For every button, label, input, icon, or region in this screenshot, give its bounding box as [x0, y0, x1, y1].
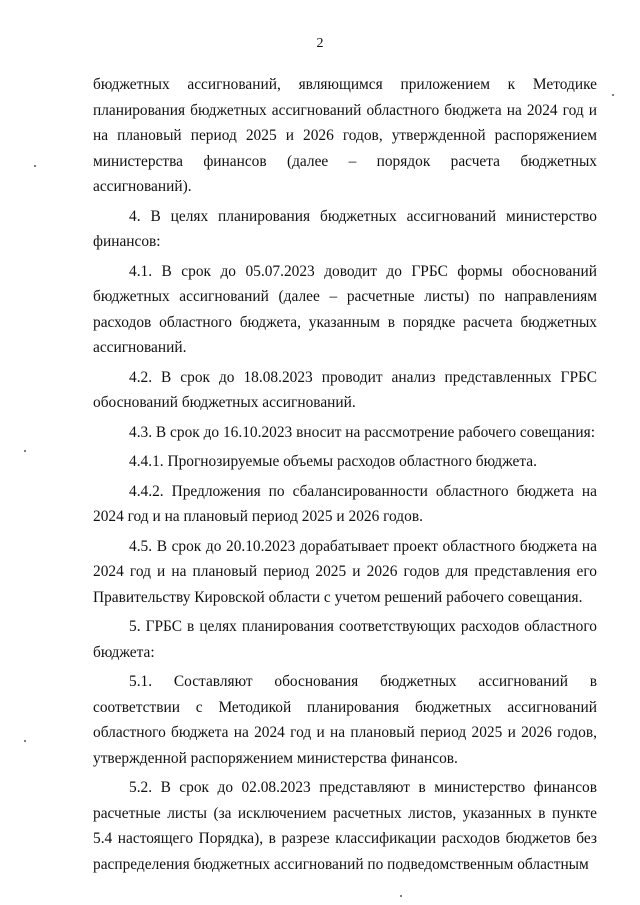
paragraph-5-2: 5.2. В срок до 02.08.2023 представляют в министерство финансов расчетные листы (за исключением расчетных листов, указанных в пункте 5.4 настоящего Порядка), в разрезе классификации расходов бюджетов без распределения бюджетных ассигнований по подведомственным областным	[93, 779, 597, 873]
paragraph-4-4-2: 4.4.2. Предложения по сбалансированности областного бюджета на 2024 год и на плановый период 2025 и 2026 годов.	[93, 482, 597, 525]
paragraph-4-1: 4.1. В срок до 05.07.2023 доводит до ГРБС формы обоснований бюджетных ассигнований (далее – расчетные листы) по направлениям расходов областного бюджета, указанным в порядке расчета бюджетных ассигнований.	[93, 262, 597, 356]
scan-speck	[34, 165, 36, 167]
paragraph-5-1: 5.1. Составляют обоснования бюджетных ассигнований в соответствии с Методикой планирования бюджетных ассигнований областного бюджета на 2024 год и на плановый период 2025 и 2026 годов, утвержденной распоряжением министерства финансов.	[93, 673, 597, 767]
paragraph-4-2: 4.2. В срок до 18.08.2023 проводит анализ представленных ГРБС обоснований бюджетных ассигнований.	[93, 368, 597, 411]
document-body	[93, 72, 597, 881]
page-number: 2	[316, 36, 324, 51]
paragraph-4: 4. В целях планирования бюджетных ассигнований министерство финансов:	[93, 207, 597, 250]
paragraph-4-3: 4.3. В срок до 16.10.2023 вносит на рассмотрение рабочего совещания:	[129, 423, 595, 441]
scan-speck	[24, 450, 26, 452]
scan-speck	[400, 895, 402, 897]
paragraph-continuation: бюджетных ассигнований, являющимся приложением к Методике планирования бюджетных ассигнований областного бюджета на 2024 год и на плановый период 2025 и 2026 годов, утвержденной распоряжением министерства финансов (далее – порядок расчета бюджетных ассигнований).	[93, 76, 597, 195]
paragraph-4-5: 4.5. В срок до 20.10.2023 дорабатывает проект областного бюджета на 2024 год и на плановый период 2025 и 2026 годов для представления его Правительству Кировской области с учетом решений рабочего совещания.	[93, 537, 597, 606]
paragraph-4-4-1: 4.4.1. Прогнозируемые объемы расходов областного бюджета.	[129, 453, 537, 470]
scan-speck	[612, 94, 614, 96]
scan-speck	[24, 740, 26, 742]
paragraph-5: 5. ГРБС в целях планирования соответствующих расходов областного бюджета:	[93, 618, 597, 661]
